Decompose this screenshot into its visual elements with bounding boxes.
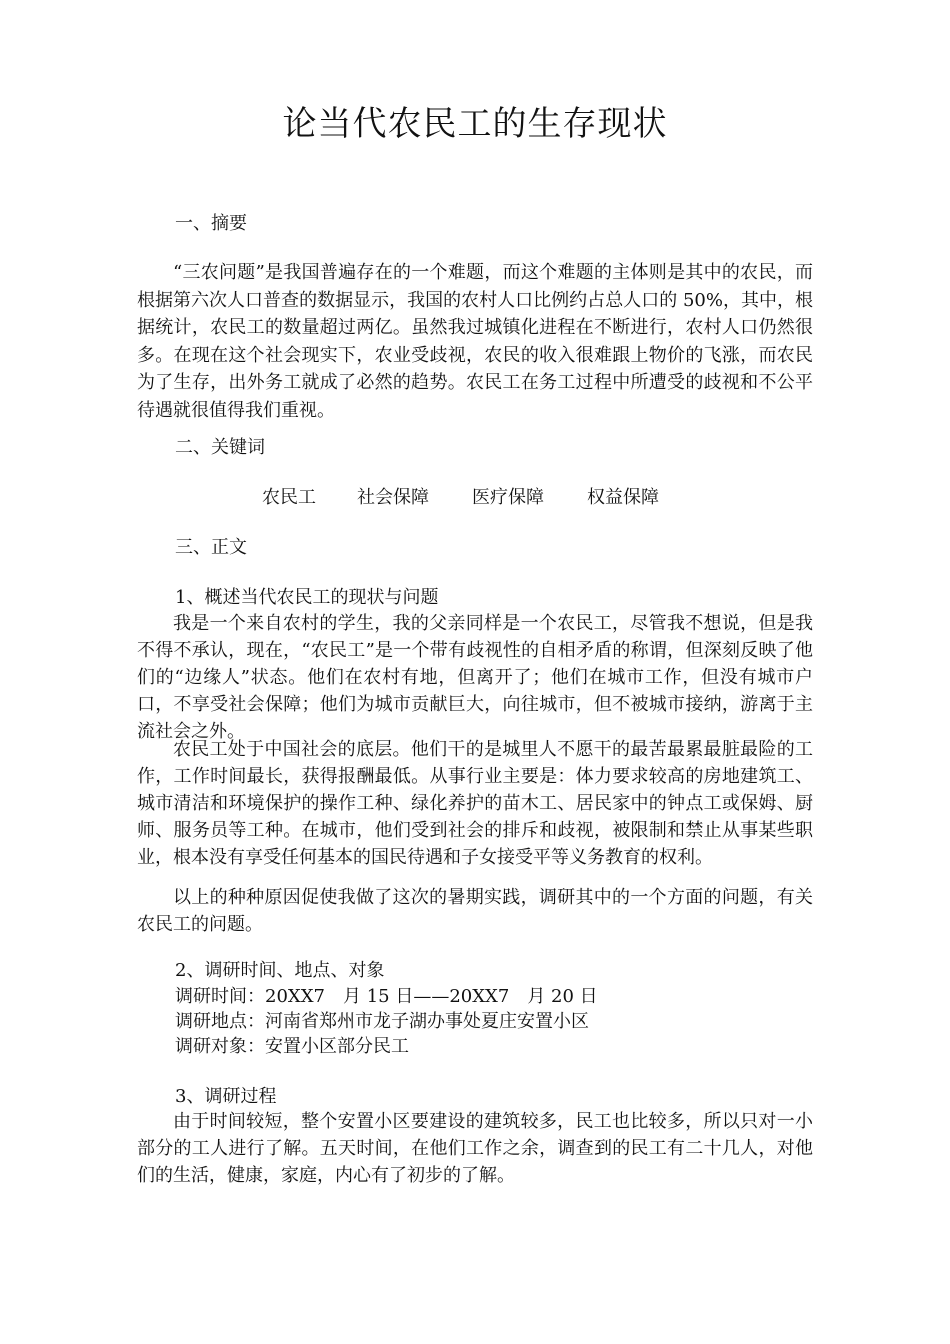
abstract-paragraph: “三农问题”是我国普遍存在的一个难题，而这个难题的主体则是其中的农民，而根据第六次人口普查的数据显示，我国的农村人口比例约占总人口的 50%，其中，根据统计，农民工的数量超过两亿。虽然我过城镇化进程在不断进行，农村人口仍然很多。在现在这个社会现实下，农业受歧视，农民的收入很难跟上物价的飞涨，而农民为了生存，出外务工就成了必然的趋势。农民工在务工过程中所遭受的歧视和不公平待遇就很值得我们重视。 xyxy=(137,262,813,421)
section2-heading: 2、调研时间、地点、对象 xyxy=(175,960,385,981)
keyword-item: 社会保障 xyxy=(357,487,429,508)
survey-time: 调研时间：20XX7 月 15 日——20XX7 月 20 日 xyxy=(175,986,598,1007)
keywords-heading: 二、关键词 xyxy=(175,437,265,458)
keyword-item: 农民工 xyxy=(262,487,316,508)
section3-paragraph: 由于时间较短，整个安置小区要建设的建筑较多，民工也比较多，所以只对一小部分的工人进行了解。五天时间，在他们工作之余，调查到的民工有二十几人，对他们的生活，健康，家庭，内心有了初步的了解。 xyxy=(137,1111,813,1186)
section3-heading: 3、调研过程 xyxy=(175,1086,277,1107)
survey-subject: 调研对象：安置小区部分民工 xyxy=(175,1036,409,1057)
section1-paragraph: 我是一个来自农村的学生，我的父亲同样是一个农民工，尽管我不想说，但是我不得不承认，现在，“农民工”是一个带有歧视性的自相矛盾的称谓，但深刻反映了他们的“边缘人”状态。他们在农村有地，但离开了；他们在城市工作，但没有城市户口，不享受社会保障；他们为城市贡献巨大，向往城市，但不被城市接纳，游离于主流社会之外。 xyxy=(137,613,813,742)
body-heading: 三、正文 xyxy=(175,537,247,558)
abstract-heading: 一、摘要 xyxy=(175,213,247,234)
section1-paragraph: 以上的种种原因促使我做了这次的暑期实践，调研其中的一个方面的问题，有关农民工的问题。 xyxy=(137,887,813,935)
survey-place: 调研地点：河南省郑州市龙子湖办事处夏庄安置小区 xyxy=(175,1011,589,1032)
section1-paragraph: 农民工处于中国社会的底层。他们干的是城里人不愿干的最苦最累最脏最险的工作，工作时间最长，获得报酬最低。从事行业主要是：体力要求较高的房地建筑工、城市清洁和环境保护的操作工种、绿化养护的苗木工、居民家中的钟点工或保姆、厨师、服务员等工种。在城市，他们受到社会的排斥和歧视，被限制和禁止从事某些职业，根本没有享受任何基本的国民待遇和子女接受平等义务教育的权利。 xyxy=(137,739,813,868)
keyword-item: 权益保障 xyxy=(587,487,659,508)
keyword-item: 医疗保障 xyxy=(472,487,544,508)
section1-heading: 1、概述当代农民工的现状与问题 xyxy=(175,587,439,608)
document-title: 论当代农民工的生存现状 xyxy=(282,104,668,144)
